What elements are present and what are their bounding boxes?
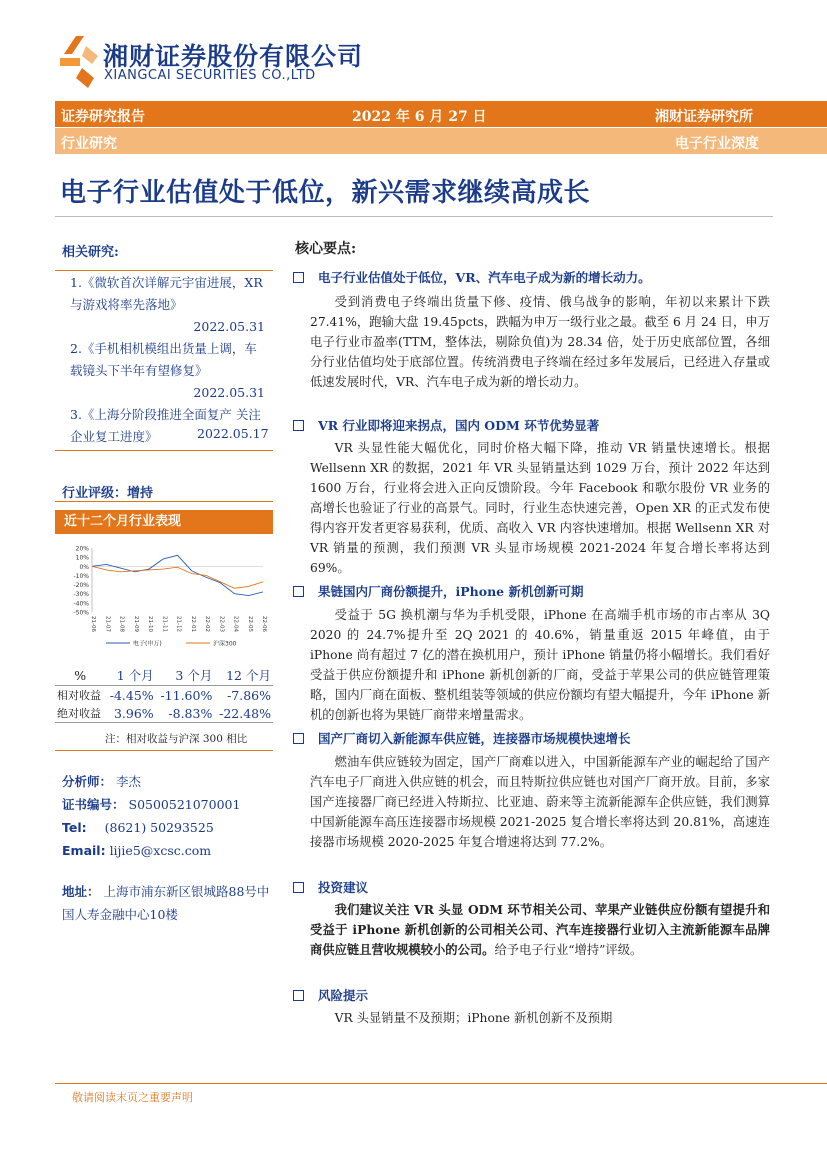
checkbox-icon bbox=[293, 990, 304, 1001]
x-tick-label: 21-09 bbox=[132, 616, 139, 632]
y-tick-label: -30% bbox=[73, 591, 89, 599]
company-name-en: XIANGCAI SECURITIES CO.,LTD bbox=[104, 68, 316, 83]
related-item[interactable]: 2.《手机相机模组出货量上调，车载镜头下半年有望修复》 2022.05.31 bbox=[70, 341, 265, 400]
telephone: Tel: (8621) 50293525 bbox=[62, 820, 214, 835]
x-tick-label: 21-11 bbox=[161, 616, 168, 632]
y-tick-label: 20% bbox=[75, 545, 89, 553]
checkbox-icon bbox=[293, 733, 304, 744]
related-bottom-line bbox=[55, 450, 273, 451]
related-item-date: 2022.05.17 bbox=[197, 426, 269, 441]
institute: 湘财证券研究所 bbox=[655, 109, 753, 125]
x-tick-label: 22-02 bbox=[204, 616, 210, 632]
section-body: 我们建议关注 VR 头显 ODM 环节相关公司、苹果产业链供应份额有望提升和受益于 iPhone 新机创新的公司相关公司、汽车连接器行业切入主流新能源车品牌商供应链且营收规模较小的公司。给予电子行业“增持”评级。 bbox=[310, 902, 770, 957]
report-type: 证券研究报告 bbox=[61, 109, 145, 125]
related-research-title: 相关研究: bbox=[62, 245, 119, 260]
section-heading: 风险提示 bbox=[293, 986, 368, 1004]
certificate: 证书编号： S0500521070001 bbox=[62, 797, 241, 812]
related-top-line bbox=[55, 270, 273, 271]
email[interactable]: Email: lijie5@xcsc.com bbox=[62, 843, 212, 858]
section-body: 受到消费电子终端出货量下修、疫情、俄乌战争的影响，年初以来累计下跌 27.41%，跑输大盘 19.45pcts，跌幅为申万一级行业之最。截至 6 月 24 日，申万电子行业市盈率(TTM，整体法，剔除负值)为 28.34 倍，处于历史底部位置，各细分行业估值均处于底部位置。传统消费电子终端在经过多年发展后，已经进入存量或低速发展时代，VR、汽车电子成为新的增长动力。 bbox=[310, 295, 770, 389]
analyst: 分析师： 李杰 bbox=[62, 774, 142, 789]
company-name-cn: 湘财证券股份有限公司 bbox=[103, 42, 364, 71]
series-line bbox=[92, 555, 263, 595]
footer-disclaimer[interactable]: 敬请阅读末页之重要声明 bbox=[72, 1091, 193, 1104]
performance-title: 近十二个月行业表现 bbox=[55, 510, 273, 534]
section-heading: VR 行业即将迎来拐点，国内 ODM 环节优势显著 bbox=[293, 416, 599, 434]
related-item[interactable]: 1.《微软首次详解元宇宙进展，XR与游戏将率先落地》 2022.05.31 bbox=[70, 275, 265, 334]
checkbox-icon bbox=[293, 882, 304, 893]
y-tick-label: -20% bbox=[73, 582, 89, 590]
header-bar-bottom bbox=[55, 128, 827, 154]
note-divider bbox=[55, 750, 273, 751]
y-tick-label: -10% bbox=[73, 572, 89, 580]
x-tick-label: 22-04 bbox=[232, 616, 239, 632]
related-item[interactable]: 3.《上海分阶段推进全面复产 关注企业复工进度》 bbox=[70, 407, 261, 444]
legend-label: 沪深300 bbox=[213, 640, 237, 648]
performance-chart bbox=[58, 540, 273, 655]
section-heading: 果链国内厂商份额提升，iPhone 新机创新可期 bbox=[293, 582, 583, 600]
legend-label: 电子(申万) bbox=[133, 640, 162, 648]
checkbox-icon bbox=[293, 420, 304, 431]
report-date: 2022 年 6 月 27 日 bbox=[352, 109, 487, 125]
section-body: 受益于 5G 换机潮与华为手机受限，iPhone 在高端手机市场的市占率从 3Q 2020 的 24.7%提升至 2Q 2021 的 40.6%，销量重返 2015 年峰值，由于 iPhone 尚有超过 7 亿的潜在换机用户，预计 iPhone 销量仍将小幅增长。我们看好受益于供应份额提升和 iPhone 新机创新的厂商，受益于苹果公司的供应链管理策略，国内厂商在面板、整机组装等领域的供应份额均有望大幅提升，今年 iPhone 新机的创新也将为果链厂商带来增量需求。 bbox=[310, 608, 770, 722]
section-body: 燃油车供应链较为固定，国产厂商难以进入，中国新能源车产业的崛起给了国产汽车电子厂商进入供应链的机会，而且特斯拉供应链也对国产厂商开放。目前，多家国产连接器厂商已经进入特斯拉、比亚迪、蔚来等主流新能源车企供应链，我们测算中国新能源车高压连接器市场规模 2021-2025 复合增长率将达到 20.81%，高速连接器市场规模 2020-2025 年复合增速将达到 77.2%。 bbox=[310, 755, 770, 849]
footer-divider bbox=[55, 1083, 827, 1084]
x-tick-label: 22-03 bbox=[218, 616, 225, 632]
checkbox-icon bbox=[293, 586, 304, 597]
x-tick-label: 22-06 bbox=[261, 616, 267, 632]
section-heading: 投资建议 bbox=[293, 878, 368, 896]
y-tick-label: -40% bbox=[73, 600, 89, 608]
x-tick-label: 21-12 bbox=[175, 616, 182, 632]
y-tick-label: -50% bbox=[73, 609, 89, 617]
section-body: VR 头显性能大幅优化，同时价格大幅下降，推动 VR 销量快速增长。根据 Wellsenn XR 的数据，2021 年 VR 头显销量达到 1029 万台，预计 2022 年达到 1600 万台，行业将会进入正向反馈阶段。今年 Facebook 和歌尔股份 VR 业务的高增长也验证了行业的高景气。同时，行业生态快速完善，Open XR 的正式发布使得内容开发者更容易获利，优质、高收入 VR 内容快速增加。根据 Wellsenn XR 对 VR 销量的预测，我们预测 VR 头显市场规模 2021-2024 年复合增长率将达到 69%。 bbox=[310, 441, 770, 575]
section-heading: 国产厂商切入新能源车供应链，连接器市场规模快速增长 bbox=[293, 729, 631, 747]
checkbox-icon bbox=[293, 272, 304, 283]
rating-divider bbox=[55, 501, 273, 502]
x-tick-label: 21-08 bbox=[118, 616, 125, 632]
category: 行业研究 bbox=[61, 136, 117, 152]
header-bar-top bbox=[55, 101, 827, 127]
report-title: 电子行业估值处于低位，新兴需求继续高成长 bbox=[60, 178, 591, 208]
key-points-heading: 核心要点: bbox=[295, 241, 357, 257]
performance-note: 注：相对收益与沪深 300 相比 bbox=[105, 733, 248, 745]
section-heading: 电子行业估值处于低位，VR、汽车电子成为新的增长动力。 bbox=[293, 268, 651, 286]
industry-rating: 行业评级：增持 bbox=[62, 486, 154, 501]
x-tick-label: 21-06 bbox=[90, 616, 96, 632]
x-tick-label: 22-05 bbox=[246, 616, 253, 632]
x-tick-label: 22-01 bbox=[189, 616, 196, 632]
series-line bbox=[92, 566, 263, 588]
company-logo bbox=[58, 34, 100, 90]
table-row: 绝对收益 3.96% -8.83% -22.48% bbox=[57, 705, 271, 721]
table-header-row: % 1 个月 3 个月 12 个月 bbox=[55, 665, 273, 686]
table-row: 相对收益 -4.45% -11.60% -7.86% bbox=[57, 687, 271, 703]
y-tick-label: 10% bbox=[75, 554, 89, 562]
address: 地址： 上海市浦东新区银城路88号中国人寿金融中心10楼 bbox=[62, 884, 270, 922]
x-tick-label: 21-10 bbox=[147, 616, 153, 632]
section-body: VR 头显销量不及预期；iPhone 新机创新不及预期 bbox=[334, 1011, 613, 1025]
subcategory: 电子行业深度 bbox=[675, 136, 759, 152]
y-tick-label: 0% bbox=[79, 563, 89, 571]
title-divider bbox=[55, 216, 773, 217]
performance-table bbox=[55, 665, 273, 723]
x-tick-label: 21-07 bbox=[104, 616, 111, 632]
